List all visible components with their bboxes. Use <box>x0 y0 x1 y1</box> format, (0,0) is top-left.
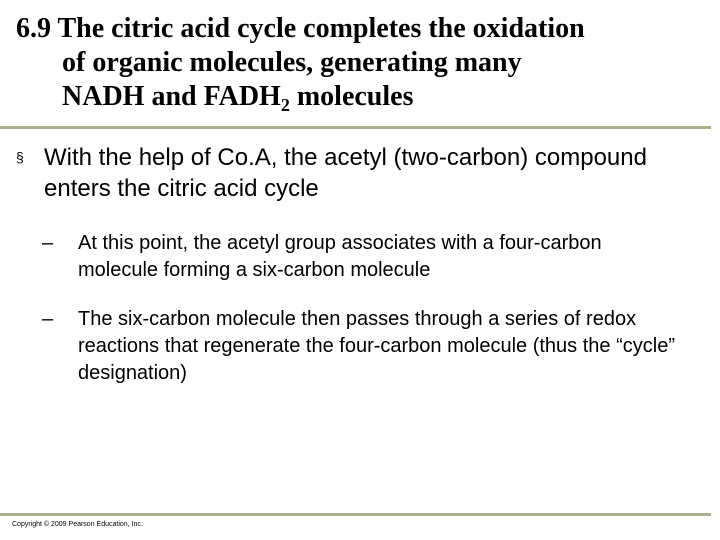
slide-title <box>16 12 706 114</box>
bullet-level-2 <box>42 306 682 387</box>
bullet-level-1 <box>16 142 676 204</box>
title-subscript: 2 <box>280 95 290 115</box>
title-divider <box>0 126 711 129</box>
copyright-notice: Copyright © 2009 Pearson Education, Inc. <box>12 521 143 528</box>
title-line-1: 6.9 The citric acid cycle completes the oxidation <box>16 13 585 44</box>
bullet-level-2 <box>42 230 682 284</box>
title-line-3 <box>16 80 706 114</box>
title-line-3-prefix: NADH and FADH <box>62 81 281 112</box>
title-line-3-suffix: molecules <box>289 81 414 112</box>
footer-divider <box>0 513 711 516</box>
sub-bullet-text: At this point, the acetyl group associates with a four-carbon molecule forming a six-carbon molecule <box>78 232 602 281</box>
dash-bullet-icon: – <box>42 232 54 254</box>
sub-bullet-text: The six-carbon molecule then passes through a series of redox reactions that regenerate the four-carbon molecule (thus the “cycle” designation) <box>78 308 675 384</box>
dash-bullet-icon: – <box>42 308 54 330</box>
square-bullet-icon: § <box>16 149 24 165</box>
title-line-2: of organic molecules, generating many <box>62 47 522 78</box>
bullet-text: With the help of Co.A, the acetyl (two-carbon) compound enters the citric acid cycle <box>44 144 647 202</box>
